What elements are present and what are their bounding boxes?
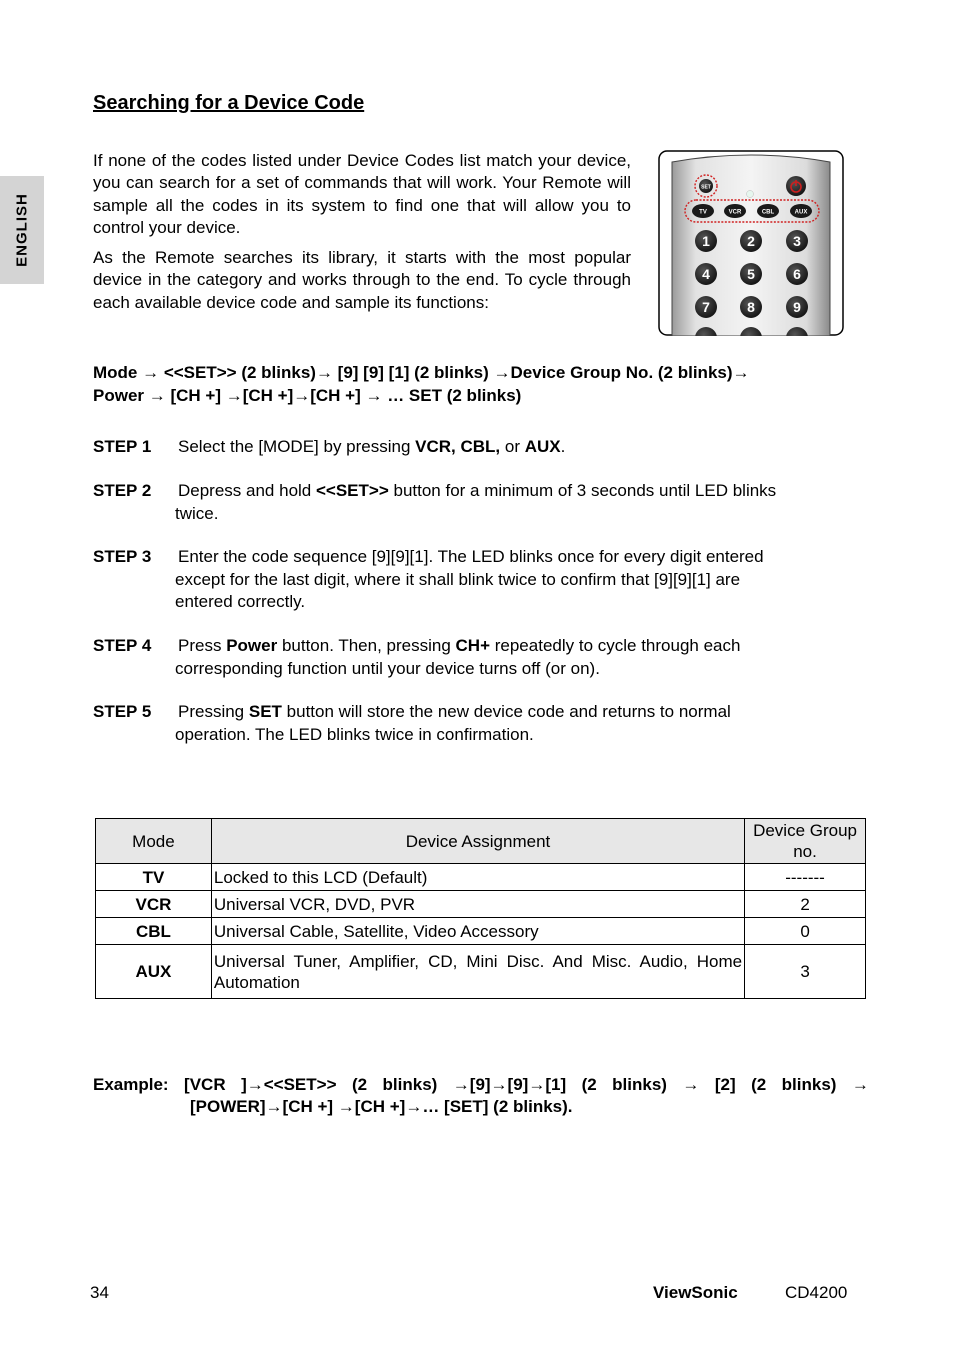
mode-button-tv [692, 204, 714, 218]
step-text: Depress and hold [178, 481, 316, 500]
step-keyword: VCR, CBL, [415, 437, 501, 456]
intro-text [93, 150, 631, 322]
step-keyword: SET [248, 702, 282, 721]
assignment-cell: Universal Tuner, Amplifier, CD, Mini Disc. And Misc. Audio, Home Automation [211, 945, 744, 999]
device-mode-table [95, 818, 866, 999]
step-label: STEP 4 [93, 636, 152, 655]
example-token: [VCR [184, 1075, 226, 1094]
step-1 [93, 436, 863, 459]
page-number: 34 [90, 1283, 109, 1302]
number-key-7 [695, 296, 717, 318]
step-text: Select the [MODE] by pressing [178, 437, 416, 456]
power-button [786, 176, 806, 196]
assignment-cell: Universal Cable, Satellite, Video Accessory [211, 918, 744, 945]
example-token: blinks) [612, 1075, 667, 1094]
svg-text:CBL: CBL [761, 209, 775, 216]
intro-paragraph-2: As the Remote searches its library, it starts with the most popular device in the category and works through to the end. To cycle through each available device code and sample its functions: [93, 248, 631, 312]
svg-text:TV: TV [699, 209, 707, 216]
step-text: Enter the code sequence [9][9][1]. The LED blinks once for every digit entered [178, 547, 764, 566]
mode-sequence [93, 362, 853, 407]
step-text: operation. The LED blinks twice in confirmation. [175, 724, 534, 744]
step-3 [93, 546, 863, 614]
intro-paragraph-1: If none of the codes listed under Device Codes list match your device, you can search for a set of commands that will work. Your Remote will sample all the codes in its system to find one that will allow you to control your device. [93, 151, 631, 237]
page-title: Searching for a Device Code [93, 92, 365, 114]
example-token: → [682, 1075, 700, 1094]
table-header-row [96, 819, 866, 864]
step-keyword: CH+ [455, 636, 491, 655]
example-token: → [851, 1075, 869, 1094]
svg-text:6: 6 [793, 266, 801, 282]
footer-model: CD4200 [785, 1283, 848, 1302]
svg-text:SET: SET [701, 184, 711, 191]
step-text: Press [178, 636, 227, 655]
mode-cell: AUX [96, 945, 212, 999]
number-key-8 [740, 296, 762, 318]
example-token: Example: [93, 1075, 169, 1094]
svg-text:1: 1 [702, 233, 710, 249]
svg-text:5: 5 [747, 266, 755, 282]
svg-text:2: 2 [747, 233, 755, 249]
step-text: or [500, 437, 525, 456]
svg-text:9: 9 [793, 299, 801, 315]
number-key-1 [695, 230, 717, 252]
step-text: except for the last digit, where it shall blink twice to confirm that [9][9][1] are [175, 569, 741, 589]
svg-text:4: 4 [702, 266, 710, 282]
step-label: STEP 3 [93, 547, 152, 566]
mode-button-vcr [724, 204, 746, 218]
number-key-2 [740, 230, 762, 252]
step-text: Pressing [178, 702, 249, 721]
example-token: (2 [351, 1075, 368, 1094]
language-tab [0, 176, 44, 284]
table-row [96, 891, 866, 918]
svg-text:7: 7 [702, 299, 710, 315]
column-header-group: Device Group no. [745, 819, 866, 864]
step-text: twice. [175, 503, 219, 523]
step-text: button. Then, pressing [277, 636, 456, 655]
svg-text:8: 8 [747, 299, 755, 315]
example-token: →[9]→[9]→[1] [452, 1075, 567, 1094]
example-line-1 [93, 1074, 869, 1096]
example-line-2: [POWER]→[CH +] →[CH +]→… [SET] (2 blinks). [190, 1097, 573, 1116]
mode-button-cbl [757, 204, 779, 218]
example-token: [2] [714, 1075, 736, 1094]
example-token: (2 [751, 1075, 767, 1094]
step-text: button for a minimum of 3 seconds until LED blinks [388, 481, 777, 500]
step-text: . [560, 437, 566, 456]
step-text: button will store the new device code and returns to normal [281, 702, 731, 721]
number-key-3 [786, 230, 808, 252]
svg-text:3: 3 [793, 233, 801, 249]
mode-sequence-line-2: Power → [CH +] →[CH +]→[CH +] → … SET (2 blinks) [93, 385, 522, 405]
svg-text:AUX: AUX [794, 209, 808, 216]
step-2 [93, 480, 863, 525]
step-keyword: AUX [524, 437, 561, 456]
example-token: blinks) [781, 1075, 837, 1094]
mode-cell: VCR [96, 891, 212, 918]
mode-cell: TV [96, 864, 212, 891]
mode-button-aux [790, 204, 812, 218]
example-token: ]→<<SET>> [241, 1075, 337, 1094]
step-text: corresponding function until your device turns off (or on). [175, 658, 600, 678]
step-label: STEP 1 [93, 437, 152, 456]
number-key-9 [786, 296, 808, 318]
group-cell: 0 [745, 918, 866, 945]
assignment-cell: Universal VCR, DVD, PVR [211, 891, 744, 918]
set-button [699, 179, 713, 193]
column-header-mode: Mode [96, 819, 212, 864]
number-key-4 [695, 263, 717, 285]
step-text: entered correctly. [175, 592, 306, 611]
step-5 [93, 701, 863, 746]
group-cell: 2 [745, 891, 866, 918]
step-4 [93, 635, 863, 680]
step-label: STEP 2 [93, 481, 152, 500]
language-tab-label: ENGLISH [13, 193, 31, 267]
example-token: (2 [581, 1075, 597, 1094]
footer-brand: ViewSonic [653, 1283, 738, 1302]
mode-cell: CBL [96, 918, 212, 945]
group-cell: ------- [745, 864, 866, 891]
step-keyword: <<SET>> [315, 481, 389, 500]
step-keyword: Power [226, 636, 278, 655]
number-key-6 [786, 263, 808, 285]
mode-sequence-line-1: Mode → <<SET>> (2 blinks)→ [9] [9] [1] (2 blinks) →Device Group No. (2 blinks)→ [93, 363, 750, 382]
svg-text:VCR: VCR [728, 209, 742, 216]
remote-control-illustration [658, 150, 844, 336]
column-header-assignment: Device Assignment [211, 819, 744, 864]
remote-control-image [658, 150, 844, 336]
table-row [96, 918, 866, 945]
table-row [96, 864, 866, 891]
assignment-cell: Locked to this LCD (Default) [211, 864, 744, 891]
example-sequence [93, 1074, 869, 1118]
step-text: repeatedly to cycle through each [490, 636, 741, 655]
table-row [96, 945, 866, 999]
number-key-5 [740, 263, 762, 285]
step-label: STEP 5 [93, 702, 152, 721]
led-indicator [747, 191, 754, 198]
group-cell: 3 [745, 945, 866, 999]
example-token: blinks) [382, 1075, 438, 1094]
